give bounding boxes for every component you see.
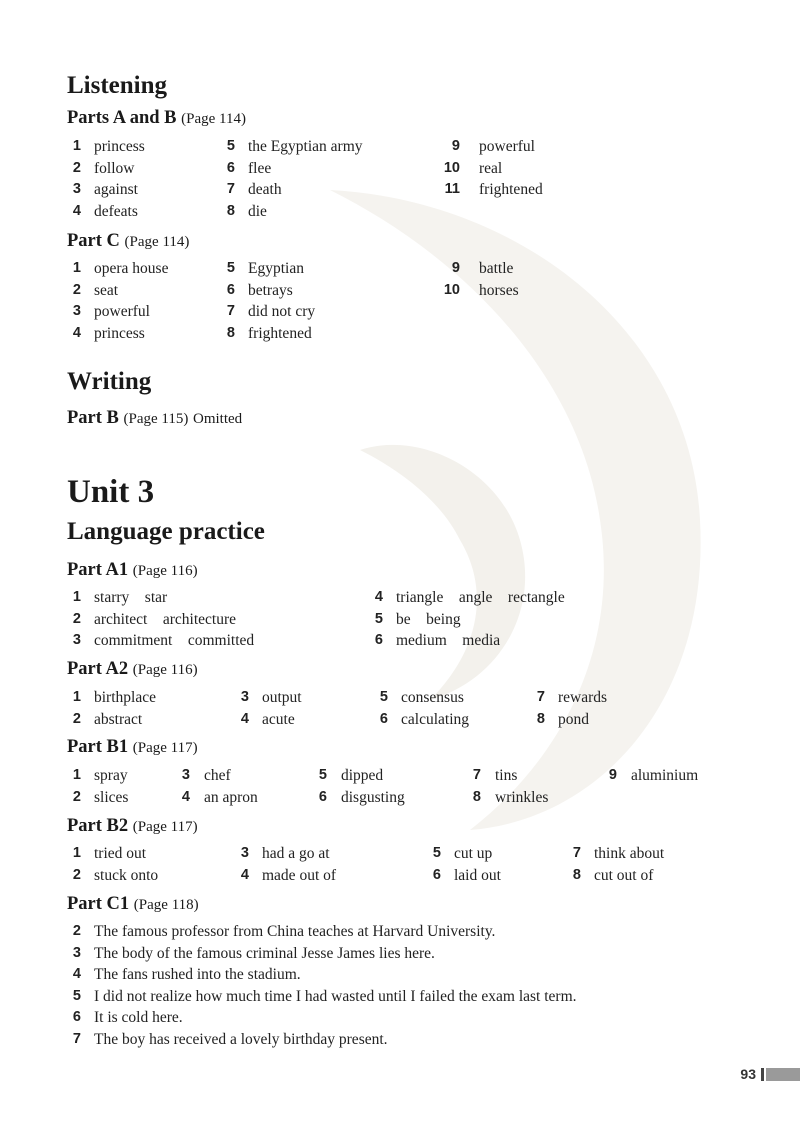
part-heading-a1 xyxy=(67,560,198,581)
omitted-note: Omitted xyxy=(192,411,243,427)
page-ref: (Page 116) xyxy=(132,662,198,678)
part-label: Part B2 xyxy=(67,816,129,836)
page-number xyxy=(740,1066,800,1082)
part-label: Part A2 xyxy=(67,659,129,679)
page-ref: (Page 117) xyxy=(132,819,198,835)
page-ref: (Page 114) xyxy=(181,111,246,127)
part-label: Parts A and B xyxy=(67,108,177,128)
page-ref: (Page 115) xyxy=(123,411,189,427)
part-heading-writing-b xyxy=(67,408,242,429)
unit-title: Unit 3 xyxy=(67,474,155,510)
page-ref: (Page 116) xyxy=(132,563,198,579)
section-title-language-practice: Language practice xyxy=(67,518,265,545)
page-ref: (Page 118) xyxy=(133,897,199,913)
part-heading-c xyxy=(67,231,189,252)
part-heading-b2 xyxy=(67,816,198,837)
part-label: Part B xyxy=(67,408,119,428)
page-ref: (Page 117) xyxy=(132,740,198,756)
section-title-listening: Listening xyxy=(67,72,168,99)
part-label: Part A1 xyxy=(67,560,129,580)
page-number-tab xyxy=(766,1068,800,1081)
part-heading-ab xyxy=(67,108,246,129)
part-label: Part B1 xyxy=(67,737,129,757)
page-number-divider xyxy=(761,1068,764,1081)
page-number-text: 93 xyxy=(740,1066,756,1082)
part-heading-c1 xyxy=(67,894,199,915)
part-label: Part C1 xyxy=(67,894,130,914)
section-title-writing: Writing xyxy=(67,368,152,395)
part-label: Part C xyxy=(67,231,120,251)
part-heading-b1 xyxy=(67,737,198,758)
part-heading-a2 xyxy=(67,659,198,680)
page-ref: (Page 114) xyxy=(124,234,190,250)
